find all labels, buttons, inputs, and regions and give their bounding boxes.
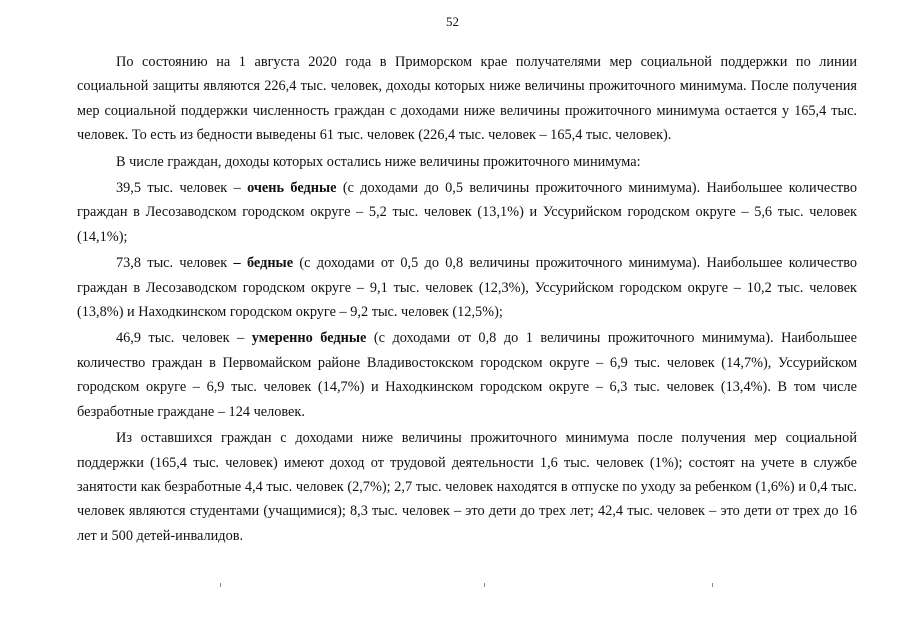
bold-term: – бедные bbox=[233, 255, 294, 272]
text-segment: Из оставшихся граждан с доходами ниже величины прожиточного минимума после получения мер социальной поддержки (165,4 тыс. человек) имеют доход от трудовой деятельности 1,6 тыс. человек (1%); состоят на учете в службе занятости как безработные 4,4 тыс. человек (2,7%); 2,7 тыс. человек находятся в отпуске по уходу за ребенком (1,6%) и 0,4 тыс. человек являются студентами (учащимися); 8,3 тыс. человек – это дети до трех лет; 42,4 тыс. человек – это дети от трех до 16 лет и 500 детей-инвалидов. bbox=[77, 430, 857, 544]
text-segment: В числе граждан, доходы которых остались ниже величины прожиточного минимума: bbox=[116, 153, 641, 170]
text-segment: (с доходами от 0,5 до 0,8 величины прожиточного минимума). Наибольшее количество граждан в Лесозаводском городском округе – 9,1 тыс. человек (12,3%), Уссурийском городском округе – 10,2 тыс. человек (13,8%) и Находкинском городском округе – 9,2 тыс. человек (12,5%); bbox=[77, 255, 858, 321]
paragraph bbox=[77, 426, 857, 548]
scan-artifact-mark bbox=[220, 583, 221, 587]
text-segment: 39,5 тыс. человек – bbox=[116, 180, 248, 197]
paragraph bbox=[77, 50, 857, 148]
bold-term: умеренно бедные bbox=[251, 330, 367, 347]
bold-term: очень бедные bbox=[247, 180, 337, 197]
scan-artifact-mark bbox=[484, 583, 485, 587]
text-segment: По состоянию на 1 августа 2020 года в Приморском крае получателями мер социальной поддержки по линии социальной защиты являются 226,4 тыс. человек, доходы которых ниже величины прожиточного минимума. После получения мер социальной поддержки численность граждан с доходами ниже величины прожиточного минимума остается у 165,4 тыс. человек. То есть из бедности выведены 61 тыс. человек (226,4 тыс. человек – 165,4 тыс. человек). bbox=[77, 54, 857, 144]
text-segment: (с доходами до 0,5 величины прожиточного минимума). Наибольшее количество граждан в Лесозаводском городском округе – 5,2 тыс. человек (13,1%) и Уссурийском городском округе – 5,6 тыс. человек (14,1%); bbox=[77, 180, 857, 245]
body-text bbox=[77, 50, 857, 550]
page-number: 52 bbox=[446, 14, 459, 29]
paragraph bbox=[77, 150, 857, 174]
scan-artifact-mark bbox=[712, 583, 713, 587]
text-segment: (с доходами от 0,8 до 1 величины прожиточного минимума). Наибольшее количество граждан в Первомайском районе Владивостокском городском округе – 6,9 тыс. человек (14,7%), Уссурийском городском округе – 6,9 тыс. человек (14,7%) и Находкинском городском округе – 6,3 тыс. человек (13,4%). В том числе безработные граждане – 124 человек. bbox=[77, 330, 857, 420]
text-segment: 46,9 тыс. человек – bbox=[116, 330, 252, 347]
paragraph bbox=[77, 326, 857, 424]
text-segment: 73,8 тыс. человек bbox=[116, 255, 234, 272]
paragraph bbox=[77, 251, 857, 324]
paragraph bbox=[77, 176, 857, 249]
